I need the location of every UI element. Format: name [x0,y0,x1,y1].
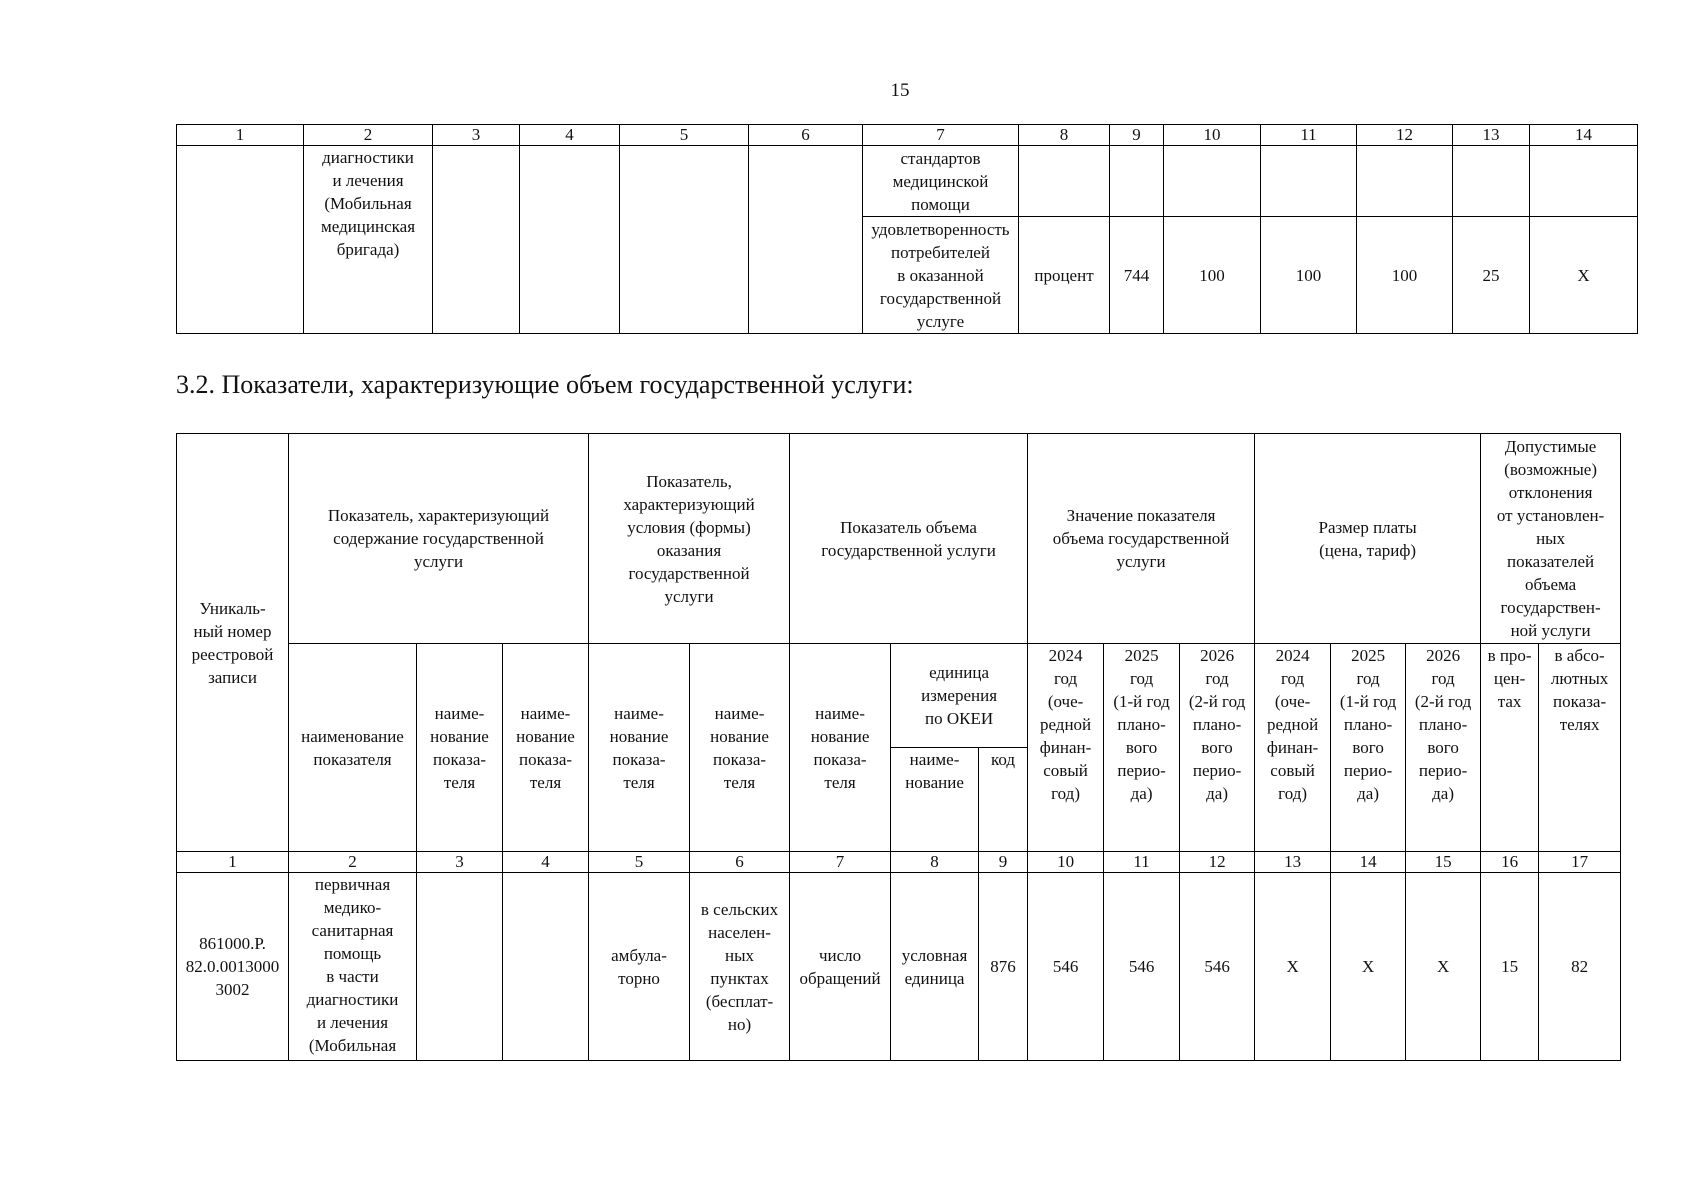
fee-cell: Х [1255,873,1331,1061]
unit-name-cell: процент [1019,217,1110,334]
table-cell [520,146,620,334]
indicator-name-header: наиме- нование показа- теля [690,644,790,852]
table-row [177,873,1621,1061]
column-number: 10 [1164,125,1261,146]
column-number: 16 [1481,852,1539,873]
quality-indicator-name: удовлетворенность потребителей в оказанной государственной услуге [863,217,1019,334]
column-number: 14 [1331,852,1406,873]
table-cell [620,146,749,334]
table-cell [1261,146,1357,217]
indicator-name-header: наиме- нование показа- теля [589,644,690,852]
column-number: 4 [503,852,589,873]
table-cell [1164,146,1261,217]
column-number: 7 [863,125,1019,146]
column-number: 2 [304,125,433,146]
volume-indicator-header: Показатель объема государственной услуги [790,434,1028,644]
year-2025-header: 2025 год (1-й год плано- вого перио- да) [1104,644,1180,852]
column-number: 2 [289,852,417,873]
column-number: 7 [790,852,891,873]
deviations-header: Допустимые (возможные) отклонения от установлен- ных показателей объема государствен- ной услуги [1481,434,1621,644]
value-cell: 546 [1028,873,1104,1061]
volume-indicators-table [176,433,1621,1061]
column-number: 3 [417,852,503,873]
column-number: 1 [177,125,304,146]
year-2024-header: 2024 год (оче- редной финан- совый год) [1028,644,1104,852]
column-number: 6 [690,852,790,873]
table-cell [417,873,503,1061]
payment-size-header: Размер платы (цена, тариф) [1255,434,1481,644]
deviation-absolute-cell: 82 [1539,873,1621,1061]
value-cell: 100 [1164,217,1261,334]
condition-cell: в сельских населен- ных пунктах (бесплат- но) [690,873,790,1061]
column-number: 13 [1453,125,1530,146]
column-number: 1 [177,852,289,873]
column-number: 12 [1180,852,1255,873]
column-number: 12 [1357,125,1453,146]
volume-indicator-name-header: наиме- нование показа- теля [790,644,891,852]
table-cell [1357,146,1453,217]
column-number: 10 [1028,852,1104,873]
unique-number-header: Уникаль- ный номер реестровой записи [177,434,289,852]
table-cell [177,146,304,334]
volume-value-header: Значение показателя объема государственной услуги [1028,434,1255,644]
column-number: 5 [589,852,690,873]
fee-year-2024-header: 2024 год (оче- редной финан- совый год) [1255,644,1331,852]
deviation-percent-header: в про- цен- тах [1481,644,1539,852]
header-row [177,434,1621,644]
column-number: 4 [520,125,620,146]
year-2026-header: 2026 год (2-й год плано- вого перио- да) [1180,644,1255,852]
indicator-name-header: наименование показателя [289,644,417,852]
column-number: 9 [1110,125,1164,146]
value-cell: 100 [1357,217,1453,334]
deviation-absolute-header: в абсо- лютных показа- телях [1539,644,1621,852]
column-number: 11 [1261,125,1357,146]
unit-okei-header: единица измерения по ОКЕИ [891,644,1028,748]
column-number-row [177,125,1638,146]
fee-year-2025-header: 2025 год (1-й год плано- вого перио- да) [1331,644,1406,852]
unit-name-cell: условная единица [891,873,979,1061]
column-number: 8 [891,852,979,873]
deviation-cell: Х [1530,217,1638,334]
column-number: 6 [749,125,863,146]
table-cell [503,873,589,1061]
column-number: 11 [1104,852,1180,873]
indicator-name-header: наиме- нование показа- теля [503,644,589,852]
unit-code-cell: 876 [979,873,1028,1061]
value-cell: 546 [1104,873,1180,1061]
fee-cell: Х [1406,873,1481,1061]
service-name-cell: диагностики и лечения (Мобильная медицинская бригада) [304,146,433,334]
table-cell [1019,146,1110,217]
table-cell [433,146,520,334]
content-name-cell: первичная медико- санитарная помощь в части диагностики и лечения (Мобильная [289,873,417,1061]
column-number: 5 [620,125,749,146]
page-number: 15 [890,80,910,101]
column-number: 3 [433,125,520,146]
table-cell [1110,146,1164,217]
value-cell: 100 [1261,217,1357,334]
table-row [177,146,1638,217]
conditions-indicator-header: Показатель, характеризующий условия (формы) оказания государственной услуги [589,434,790,644]
indicator-name-header: наиме- нование показа- теля [417,644,503,852]
column-number: 15 [1406,852,1481,873]
column-number: 17 [1539,852,1621,873]
unit-code-header: код [979,748,1028,852]
column-number-row [177,852,1621,873]
unit-name-header: наиме- нование [891,748,979,852]
column-number: 8 [1019,125,1110,146]
quality-indicator-name: стандартов медицинской помощи [863,146,1019,217]
registry-number-cell: 861000.Р. 82.0.0013000 3002 [177,873,289,1061]
condition-cell: амбула- торно [589,873,690,1061]
column-number: 13 [1255,852,1331,873]
table-cell [1530,146,1638,217]
value-cell: 546 [1180,873,1255,1061]
unit-code-cell: 744 [1110,217,1164,334]
fee-year-2026-header: 2026 год (2-й год плано- вого перио- да) [1406,644,1481,852]
table-cell [749,146,863,334]
deviation-percent-cell: 15 [1481,873,1539,1061]
section-heading: 3.2. Показатели, характеризующие объем государственной услуги: [176,370,914,399]
deviation-cell: 25 [1453,217,1530,334]
header-row [177,644,1621,748]
table-cell [1453,146,1530,217]
fee-cell: Х [1331,873,1406,1061]
column-number: 9 [979,852,1028,873]
column-number: 14 [1530,125,1638,146]
content-indicator-header: Показатель, характеризующий содержание государственной услуги [289,434,589,644]
volume-indicator-cell: число обращений [790,873,891,1061]
continuation-table [176,124,1638,334]
